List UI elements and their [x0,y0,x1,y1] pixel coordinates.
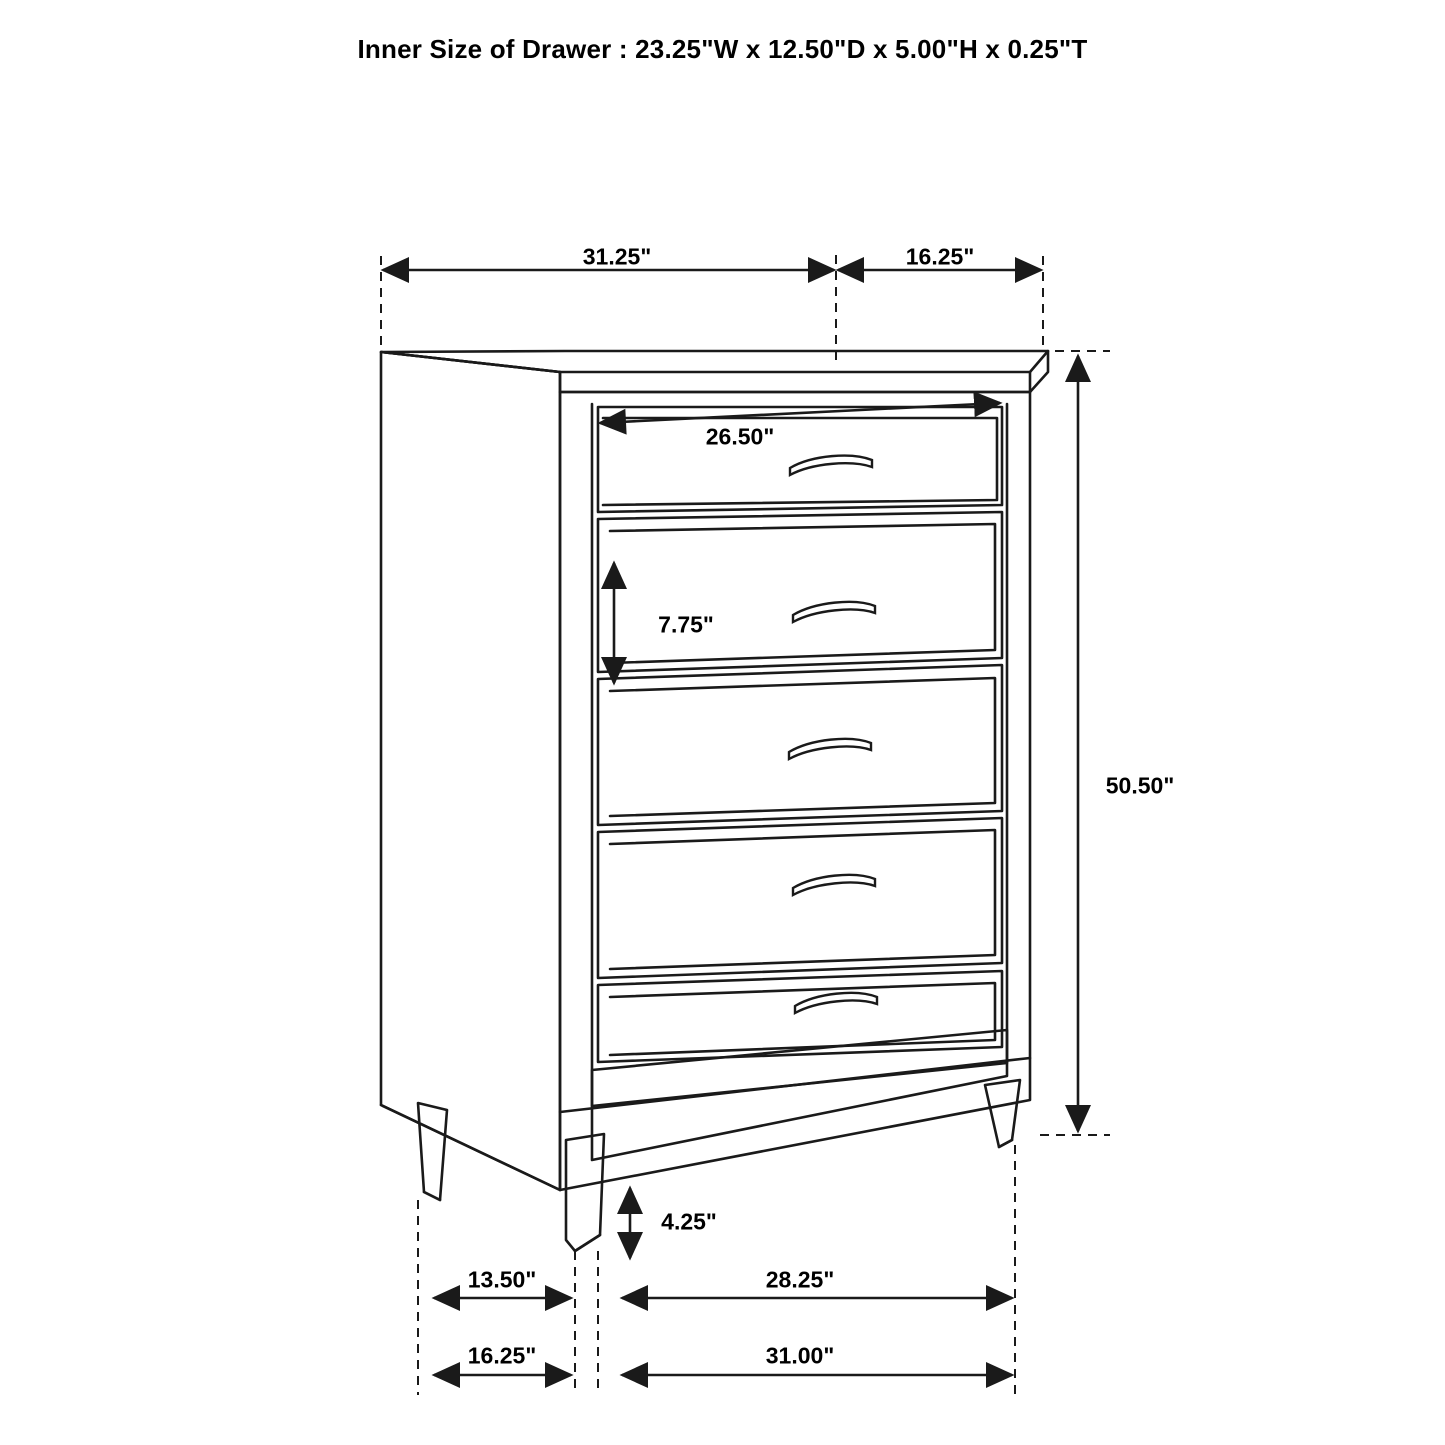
dimension-label-top-side-depth: 16.25" [905,243,975,270]
dimension-label-leg-height: 4.25" [661,1208,717,1235]
dimension-label-foot-side-depth: 16.25" [467,1342,537,1369]
dimension-label-overall-height: 50.50" [1105,772,1175,799]
dimension-label-drawer-face-height: 7.75" [658,611,714,638]
dimension-label-base-side-depth: 13.50" [467,1266,537,1293]
page-title: Inner Size of Drawer : 23.25"W x 12.50"D x 5.00"H x 0.25"T [357,34,1088,64]
dimension-label-base-front-width: 28.25" [765,1266,835,1293]
dimension-label-top-front-width: 31.25" [582,243,652,270]
drawer-handles [789,456,877,1013]
dimension-label-foot-front-width: 31.00" [765,1342,835,1369]
dimension-label-drawer-face-width: 26.50" [705,423,775,450]
chest-body-outline [381,351,1048,1251]
